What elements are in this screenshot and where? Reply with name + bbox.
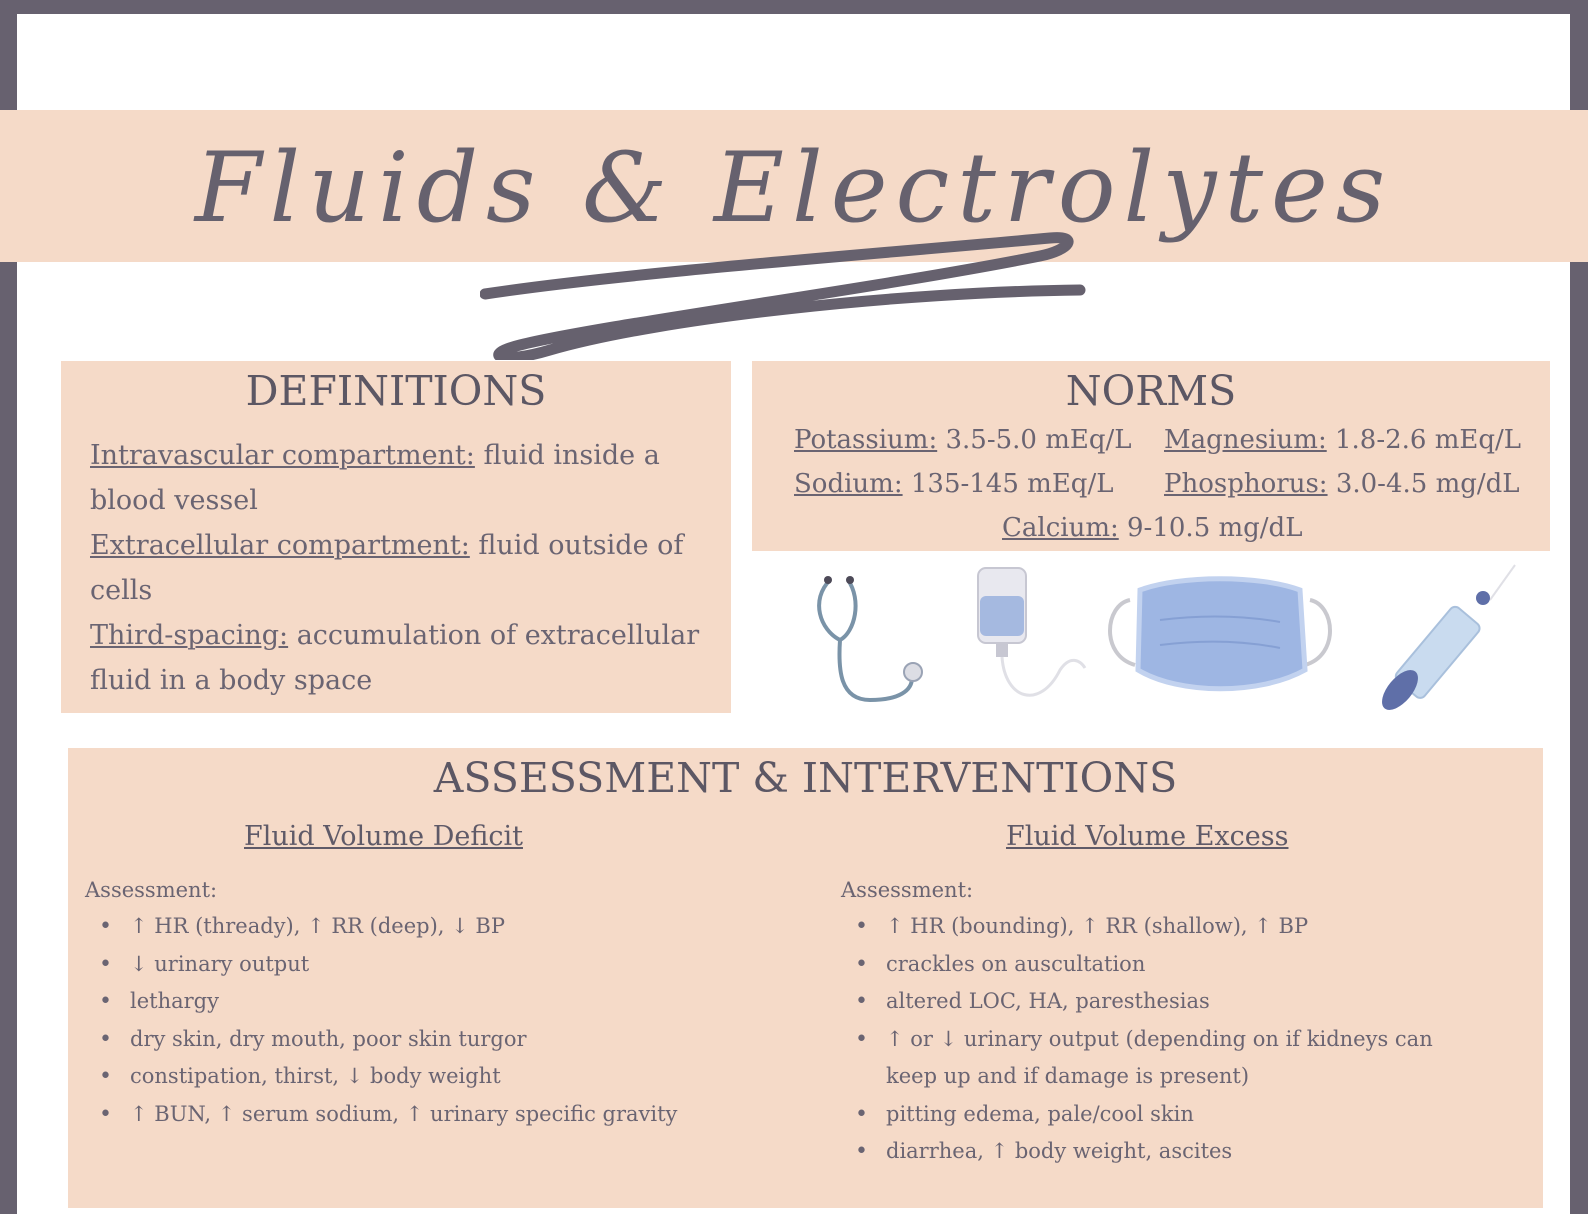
definitions-panel (61, 361, 731, 713)
list-item: • ↑ BUN, ↑ serum sodium, ↑ urinary specific gravity (85, 1096, 735, 1134)
assessment-heading: ASSESSMENT & INTERVENTIONS (433, 754, 1178, 802)
definitions-heading: DEFINITIONS (245, 367, 547, 415)
norm-value: 3.0-4.5 mg/dL (1327, 469, 1520, 499)
norms-heading: NORMS (1065, 367, 1237, 415)
list-item: • crackles on auscultation (841, 946, 1466, 984)
norm-value: 3.5-5.0 mEq/L (937, 425, 1132, 455)
list-item: • constipation, thirst, ↓ body weight (85, 1058, 735, 1096)
norm-calcium (1002, 513, 1302, 543)
list-item: • ↑ HR (thready), ↑ RR (deep), ↓ BP (85, 908, 735, 946)
norm-value: 9-10.5 mg/dL (1118, 513, 1303, 543)
list-item: • ↑ or ↓ urinary output (depending on if kidneys can keep up and if damage is present) (841, 1021, 1466, 1096)
norm-label: Magnesium: (1164, 425, 1327, 455)
syringe-icon (1375, 565, 1515, 716)
list-item: • ↓ urinary output (85, 946, 735, 984)
norms-panel (752, 361, 1550, 551)
stethoscope-icon (819, 576, 922, 700)
swoosh-decoration (480, 230, 1100, 360)
deficit-assessment-label: Assessment: (85, 878, 218, 902)
excess-assessment-list (841, 908, 1466, 1171)
iv-bag-icon (978, 568, 1085, 695)
list-item: • diarrhea, ↑ body weight, ascites (841, 1133, 1466, 1171)
definition-text: fluid inside a blood vessel (90, 440, 660, 516)
norm-value: 135-145 mEq/L (902, 469, 1114, 499)
assessment-panel (68, 748, 1543, 1208)
list-item: • lethargy (85, 983, 735, 1021)
norm-phosphorus (1164, 469, 1520, 499)
norm-value: 1.8-2.6 mEq/L (1326, 425, 1522, 455)
definition-item (90, 433, 710, 523)
norm-sodium (794, 469, 1113, 499)
deficit-title: Fluid Volume Deficit (244, 821, 523, 852)
excess-title: Fluid Volume Excess (1006, 821, 1289, 852)
medical-icons (800, 560, 1560, 725)
norm-label: Phosphorus: (1164, 469, 1328, 499)
norm-label: Potassium: (794, 425, 938, 455)
definition-text: accumulation of extracellular fluid in a body space (90, 620, 700, 696)
definition-term: Third-spacing: (90, 620, 289, 651)
definitions-list (90, 433, 710, 703)
list-item: • altered LOC, HA, paresthesias (841, 983, 1466, 1021)
definition-text: fluid outside of cells (90, 530, 684, 606)
excess-assessment-label: Assessment: (841, 878, 974, 902)
definition-term: Extracellular compartment: (90, 530, 470, 561)
face-mask-icon (1110, 579, 1330, 689)
norm-magnesium (1164, 425, 1521, 455)
definition-item (90, 613, 710, 703)
list-item: • dry skin, dry mouth, poor skin turgor (85, 1021, 735, 1059)
list-item: • pitting edema, pale/cool skin (841, 1096, 1466, 1134)
list-item: • ↑ HR (bounding), ↑ RR (shallow), ↑ BP (841, 908, 1466, 946)
norm-label: Calcium: (1002, 513, 1119, 543)
norm-potassium (794, 425, 1132, 455)
definition-item (90, 523, 710, 613)
definition-term: Intravascular compartment: (90, 440, 475, 471)
norm-label: Sodium: (794, 469, 903, 499)
page-title: Fluids & Electrolytes (194, 132, 1394, 244)
deficit-assessment-list (85, 908, 735, 1133)
